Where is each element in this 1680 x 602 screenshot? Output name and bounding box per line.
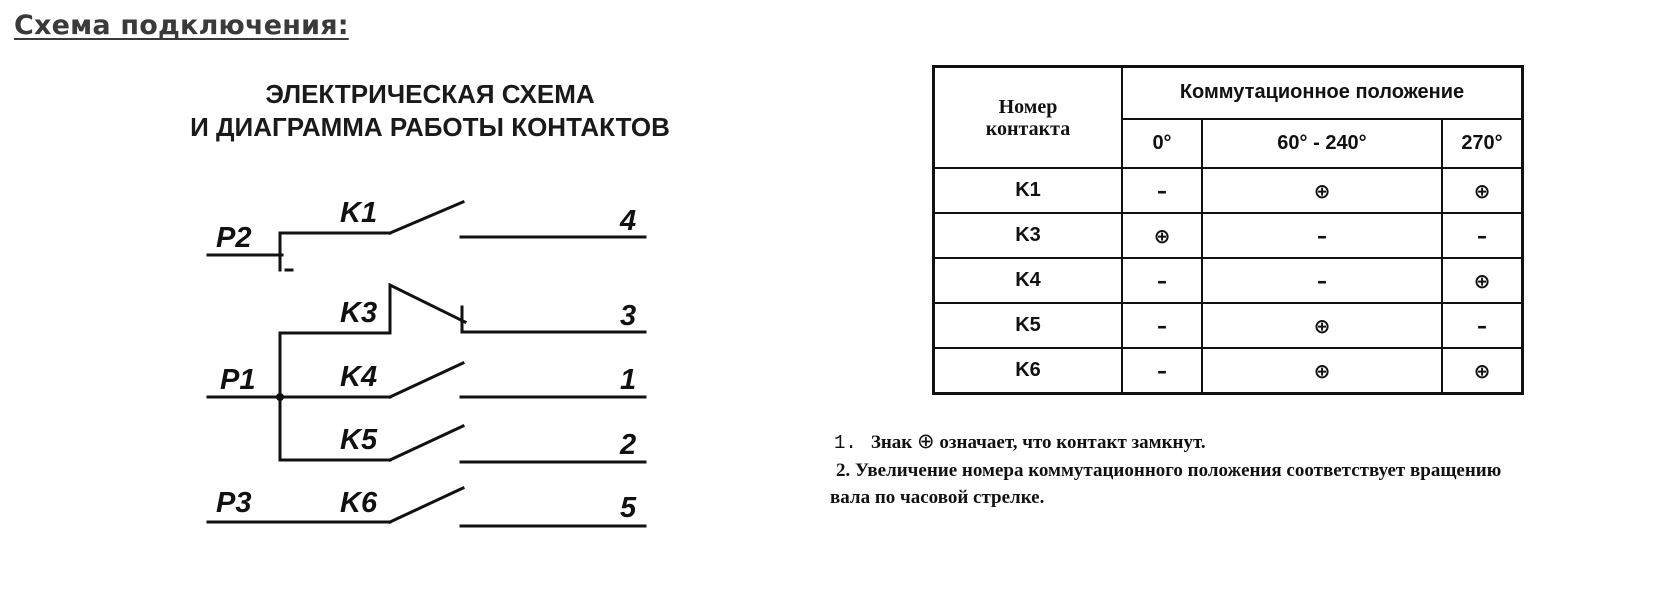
row-name: K4 (934, 258, 1123, 303)
note-1-text-before: Знак (870, 432, 913, 453)
contact-label-k6: K6 (340, 487, 378, 519)
row-name: K3 (934, 213, 1123, 258)
k6-contact-blade (390, 488, 463, 522)
table-header-row (934, 67, 1523, 119)
header-switching-position: Коммутационное положение (1122, 67, 1523, 119)
input-label-p3: P3 (216, 487, 252, 519)
diagram-title-line1: ЭЛЕКТРИЧЕСКАЯ СХЕМА (265, 79, 595, 109)
k1-contact-blade (390, 202, 463, 233)
header-contact-number-line1: Номер (998, 95, 1058, 118)
note-2-line1: 2. Увеличение номера коммутационного положения соответствует вращению (836, 460, 1502, 481)
contact-label-k4: K4 (340, 361, 378, 393)
closed-contact-symbol: ⊕ (917, 429, 935, 453)
table-cell: – (1202, 258, 1442, 303)
table-cell: ⊕ (1202, 303, 1442, 348)
position-60-240: 60° - 240° (1202, 119, 1442, 169)
terminal-label-3: 3 (620, 300, 637, 332)
position-270: 270° (1442, 119, 1523, 169)
table-cell: ⊕ (1442, 258, 1523, 303)
table-cell: ⊕ (1442, 348, 1523, 394)
position-0: 0° (1122, 119, 1202, 169)
table-cell: – (1442, 303, 1523, 348)
input-label-p2: P2 (216, 222, 252, 254)
table-cell: – (1122, 168, 1202, 213)
table-cell: – (1122, 348, 1202, 394)
table-row (934, 348, 1523, 394)
terminal-label-4: 4 (620, 205, 637, 237)
k4-contact-blade (390, 363, 463, 397)
contact-label-k3: K3 (340, 297, 378, 329)
row-name: K6 (934, 348, 1123, 394)
terminal-label-2: 2 (620, 429, 637, 461)
note-1 (830, 428, 1630, 457)
note-2-line2: вала по часовой стрелке. (830, 487, 1045, 508)
contact-label-k5: K5 (340, 424, 378, 456)
table-cell: – (1122, 258, 1202, 303)
k5-contact-blade (390, 426, 463, 460)
k1-wire (280, 233, 390, 270)
table-cell: – (1442, 213, 1523, 258)
table-cell: ⊕ (1202, 168, 1442, 213)
table-cell: – (1122, 303, 1202, 348)
diagram-title-line2: И ДИАГРАММА РАБОТЫ КОНТАКТОВ (190, 112, 670, 142)
terminal-label-1: 1 (620, 364, 637, 396)
table-cell: – (1202, 213, 1442, 258)
row-name: K5 (934, 303, 1123, 348)
table-cell: ⊕ (1202, 348, 1442, 394)
table-row (934, 213, 1523, 258)
terminal-label-5: 5 (620, 492, 637, 524)
table-row (934, 303, 1523, 348)
note-1-number: 1. (834, 432, 857, 454)
input-label-p1: P1 (220, 364, 256, 396)
table-row (934, 258, 1523, 303)
contact-label-k1: K1 (340, 197, 378, 229)
header-contact-number-line2: контакта (985, 117, 1071, 140)
table-cell: ⊕ (1122, 213, 1202, 258)
contact-table (932, 65, 1524, 395)
wiring-diagram (0, 0, 760, 602)
section-heading: Схема подключения: (14, 10, 349, 41)
header-contact-number (934, 67, 1123, 169)
notes (830, 428, 1630, 511)
row-name: K1 (934, 168, 1123, 213)
table-cell: ⊕ (1442, 168, 1523, 213)
table-row (934, 168, 1523, 213)
junction-dot (276, 393, 284, 401)
note-1-text-after: означает, что контакт замкнут. (939, 432, 1206, 453)
